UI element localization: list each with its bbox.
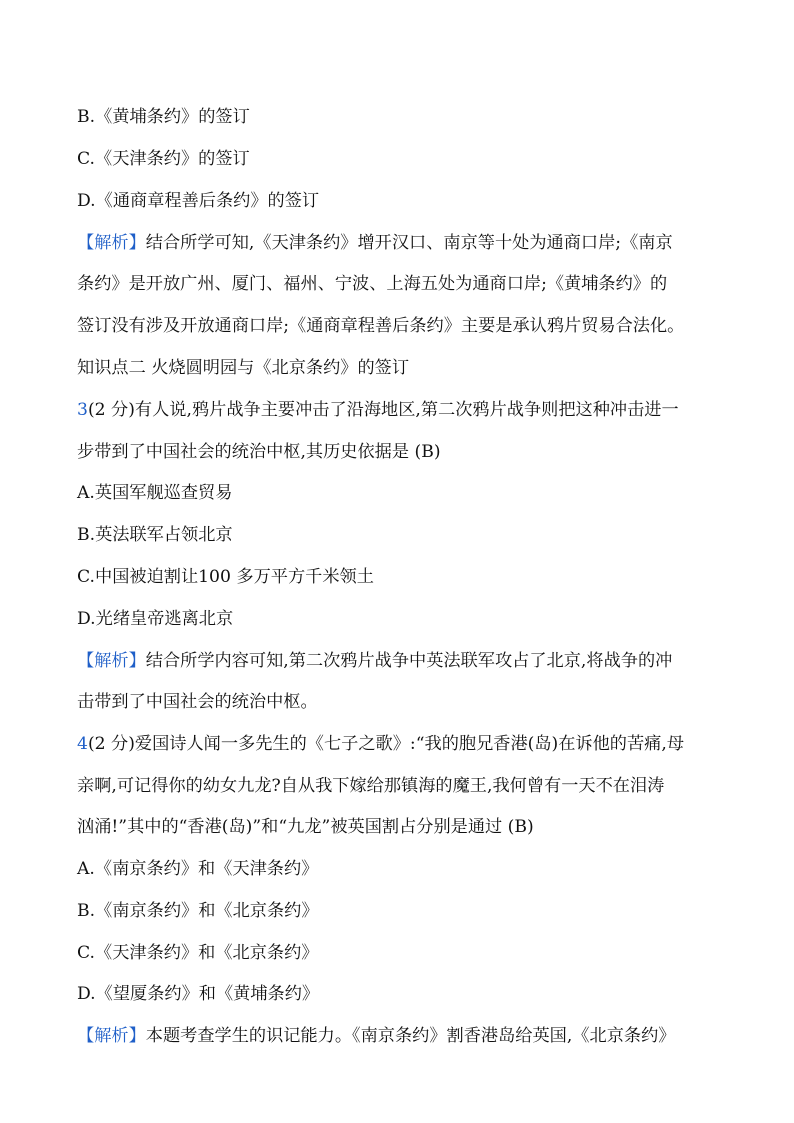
analysis-tag: 【解析】 (77, 233, 146, 253)
question-3-line2: 步带到了中国社会的统治中枢,其历史依据是 (B) (77, 442, 441, 462)
analysis-text: 本题考查学生的识记能力。《南京条约》割香港岛给英国,《北京条约》 (145, 1026, 676, 1046)
analysis-1-line3: 签订没有涉及开放通商口岸;《通商章程善后条约》主要是承认鸦片贸易合法化。 (77, 316, 685, 336)
question-text: (2 分)有人说,鸦片战争主要冲击了沿海地区,第二次鸦片战争则把这种冲击进一 (87, 400, 679, 420)
analysis-tag: 【解析】 (77, 651, 146, 671)
option-c-line: C.《天津条约》的签订 (77, 149, 250, 169)
analysis-1-line2: 条约》是开放广州、厦门、福州、宁波、上海五处为通商口岸;《黄埔条约》的 (77, 274, 668, 294)
option-d-line: D.《望厦条约》和《黄埔条约》 (77, 984, 320, 1004)
question-text: (2 分)爱国诗人闻一多先生的《七子之歌》:“我的胞兄香港(岛)在诉他的苦痛,母 (87, 734, 685, 754)
option-b-line: B.英法联军占领北京 (77, 525, 233, 545)
question-3-line1 (77, 398, 744, 422)
analysis-2-line2: 击带到了中国社会的统治中枢。 (77, 692, 318, 712)
question-number: 3 (77, 400, 88, 420)
option-d-line: D.《通商章程善后条约》的签订 (77, 191, 320, 211)
analysis-3-line1 (77, 1024, 744, 1048)
question-4-line1 (77, 732, 744, 756)
analysis-tag: 【解析】 (77, 1026, 146, 1046)
option-d-line: D.光绪皇帝逃离北京 (77, 609, 234, 629)
analysis-text: 结合所学内容可知,第二次鸦片战争中英法联军攻占了北京,将战争的冲 (145, 651, 673, 671)
option-b-line: B.《黄埔条约》的签订 (77, 107, 250, 127)
option-a-line: A.英国军舰巡查贸易 (77, 483, 233, 503)
analysis-text: 结合所学可知,《天津条约》增开汉口、南京等十处为通商口岸;《南京 (145, 233, 673, 253)
question-number: 4 (77, 734, 88, 754)
option-a-line: A.《南京条约》和《天津条约》 (77, 859, 319, 879)
knowledge-point-heading: 知识点二 火烧圆明园与《北京条约》的签订 (77, 358, 410, 378)
option-b-line: B.《南京条约》和《北京条约》 (77, 901, 319, 921)
question-4-line2: 亲啊,可记得你的幼女九龙?自从我下嫁给那镇海的魔王,我何曾有一天不在泪涛 (77, 776, 665, 796)
question-4-line3: 汹涌!”其中的“香港(岛)”和“九龙”被英国割占分别是通过 (B) (77, 817, 534, 837)
option-c-line: C.中国被迫割让100 多万平方千米领土 (77, 567, 374, 587)
analysis-1-line1 (77, 231, 744, 255)
option-c-line: C.《天津条约》和《北京条约》 (77, 943, 319, 963)
analysis-2-line1 (77, 649, 744, 673)
